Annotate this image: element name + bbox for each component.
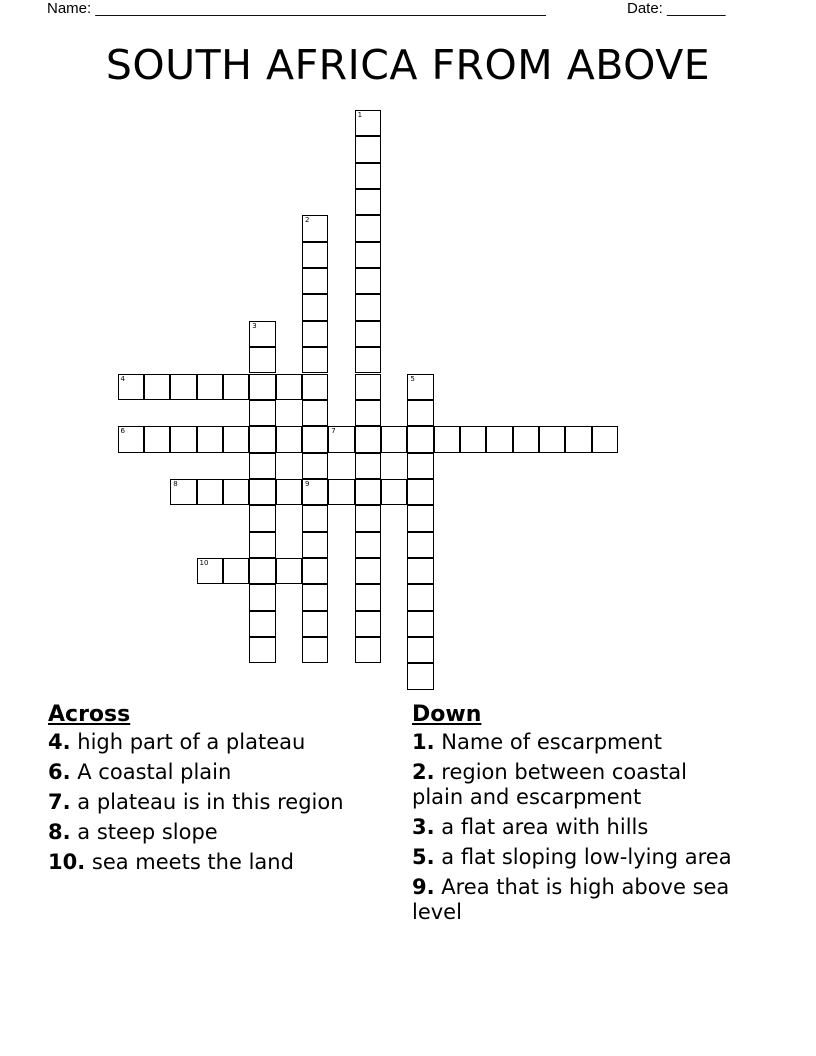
crossword-cell[interactable]	[486, 426, 512, 452]
crossword-cell[interactable]	[249, 584, 275, 610]
crossword-cell[interactable]	[328, 479, 354, 505]
crossword-cell[interactable]	[407, 400, 433, 426]
crossword-cell[interactable]	[276, 479, 302, 505]
across-clue: 8. a steep slope	[48, 820, 218, 844]
crossword-cell[interactable]	[355, 426, 381, 452]
crossword-cell[interactable]	[302, 215, 328, 241]
across-clue: 7. a plateau is in this region	[48, 790, 344, 814]
clue-number: 4	[120, 374, 125, 383]
clue-number: 6	[120, 427, 125, 436]
crossword-cell[interactable]	[565, 426, 591, 452]
crossword-cell[interactable]	[355, 400, 381, 426]
crossword-cell[interactable]	[302, 268, 328, 294]
crossword-cell[interactable]	[355, 584, 381, 610]
down-clue: 2. region between coastal plain and escarpment	[412, 760, 687, 809]
crossword-cell[interactable]	[144, 426, 170, 452]
crossword-cell[interactable]	[276, 558, 302, 584]
crossword-cell[interactable]	[249, 347, 275, 373]
crossword-cell[interactable]	[302, 505, 328, 531]
crossword-cell[interactable]	[539, 426, 565, 452]
crossword-cell[interactable]	[302, 374, 328, 400]
crossword-cell[interactable]	[118, 426, 144, 452]
crossword-cell[interactable]	[407, 584, 433, 610]
crossword-cell[interactable]	[407, 479, 433, 505]
crossword-cell[interactable]	[170, 479, 196, 505]
crossword-cell[interactable]	[407, 374, 433, 400]
crossword-cell[interactable]	[197, 374, 223, 400]
crossword-cell[interactable]	[302, 558, 328, 584]
crossword-cell[interactable]	[355, 505, 381, 531]
crossword-cell[interactable]	[355, 321, 381, 347]
down-clue: 3. a flat area with hills	[412, 815, 649, 839]
crossword-cell[interactable]	[355, 558, 381, 584]
crossword-cell[interactable]	[118, 374, 144, 400]
crossword-cell[interactable]	[355, 532, 381, 558]
crossword-cell[interactable]	[407, 663, 433, 689]
crossword-cell[interactable]	[249, 374, 275, 400]
crossword-cell[interactable]	[407, 558, 433, 584]
crossword-cell[interactable]	[407, 637, 433, 663]
crossword-cell[interactable]	[381, 479, 407, 505]
crossword-cell[interactable]	[328, 426, 354, 452]
crossword-cell[interactable]	[407, 426, 433, 452]
crossword-cell[interactable]	[355, 110, 381, 136]
crossword-cell[interactable]	[223, 479, 249, 505]
crossword-cell[interactable]	[249, 532, 275, 558]
crossword-cell[interactable]	[355, 215, 381, 241]
crossword-cell[interactable]	[302, 347, 328, 373]
crossword-cell[interactable]	[223, 374, 249, 400]
clue-number: 10	[199, 558, 209, 567]
crossword-cell[interactable]	[302, 584, 328, 610]
name-field: Name: ______________________________________________________	[47, 0, 546, 17]
crossword-cell[interactable]	[197, 558, 223, 584]
crossword-cell[interactable]	[302, 637, 328, 663]
crossword-cell[interactable]	[249, 505, 275, 531]
crossword-cell[interactable]	[355, 242, 381, 268]
crossword-cell[interactable]	[302, 453, 328, 479]
crossword-cell[interactable]	[170, 374, 196, 400]
crossword-cell[interactable]	[355, 374, 381, 400]
crossword-cell[interactable]	[355, 163, 381, 189]
crossword-cell[interactable]	[302, 532, 328, 558]
crossword-cell[interactable]	[144, 374, 170, 400]
crossword-cell[interactable]	[355, 347, 381, 373]
clue-number: 1	[357, 111, 363, 119]
crossword-cell[interactable]	[302, 400, 328, 426]
crossword-cell[interactable]	[223, 558, 249, 584]
clue-number: 7	[331, 427, 336, 436]
crossword-cell[interactable]	[355, 611, 381, 637]
crossword-cell[interactable]	[302, 321, 328, 347]
crossword-cell[interactable]	[407, 611, 433, 637]
crossword-cell[interactable]	[249, 321, 275, 347]
clue-number: 3	[252, 321, 257, 330]
crossword-cell[interactable]	[302, 479, 328, 505]
crossword-cell[interactable]	[407, 453, 433, 479]
across-clues	[48, 700, 378, 880]
crossword-cell[interactable]	[249, 637, 275, 663]
clue-number: 9	[304, 479, 310, 488]
crossword-cell[interactable]	[407, 505, 433, 531]
crossword-cell[interactable]	[249, 426, 275, 452]
clue-number: 8	[173, 479, 178, 488]
crossword-cell[interactable]	[223, 426, 249, 452]
down-clue: 5. a flat sloping low-lying area	[412, 845, 732, 869]
crossword-cell[interactable]	[302, 294, 328, 320]
crossword-cell[interactable]	[355, 453, 381, 479]
page-title: SOUTH AFRICA FROM ABOVE	[105, 41, 711, 89]
crossword-cell[interactable]	[407, 532, 433, 558]
crossword-cell[interactable]	[276, 426, 302, 452]
crossword-cell[interactable]	[355, 637, 381, 663]
crossword-cell[interactable]	[381, 426, 407, 452]
across-clue: 10. sea meets the land	[48, 850, 294, 874]
crossword-cell[interactable]	[355, 136, 381, 162]
crossword-cell[interactable]	[513, 426, 539, 452]
down-heading: Down	[412, 702, 482, 727]
down-clues	[412, 700, 742, 930]
crossword-cell[interactable]	[170, 426, 196, 452]
crossword-cell[interactable]	[249, 611, 275, 637]
across-clue: 6. A coastal plain	[48, 760, 232, 784]
date-field: Date: _______	[627, 0, 726, 17]
crossword-cell[interactable]	[276, 374, 302, 400]
crossword-cell[interactable]	[197, 479, 223, 505]
crossword-cell[interactable]	[355, 294, 381, 320]
crossword-cell[interactable]	[355, 189, 381, 215]
clue-number: 5	[410, 374, 415, 383]
crossword-cell[interactable]	[434, 426, 460, 452]
crossword-cell[interactable]	[197, 426, 223, 452]
clue-number: 2	[304, 216, 310, 225]
crossword-cell[interactable]	[302, 611, 328, 637]
across-clue: 4. high part of a plateau	[48, 730, 306, 754]
crossword-cell[interactable]	[249, 453, 275, 479]
crossword-cell[interactable]	[592, 426, 618, 452]
crossword-cell[interactable]	[355, 268, 381, 294]
across-heading: Across	[48, 702, 131, 727]
down-clue: 1. Name of escarpment	[412, 730, 662, 754]
crossword-cell[interactable]	[460, 426, 486, 452]
crossword-cell[interactable]	[302, 242, 328, 268]
crossword-cell[interactable]	[302, 426, 328, 452]
down-clue: 9. Area that is high above sea level	[412, 875, 730, 924]
crossword-cell[interactable]	[355, 479, 381, 505]
crossword-cell[interactable]	[249, 558, 275, 584]
crossword-cell[interactable]	[249, 479, 275, 505]
crossword-cell[interactable]	[249, 400, 275, 426]
